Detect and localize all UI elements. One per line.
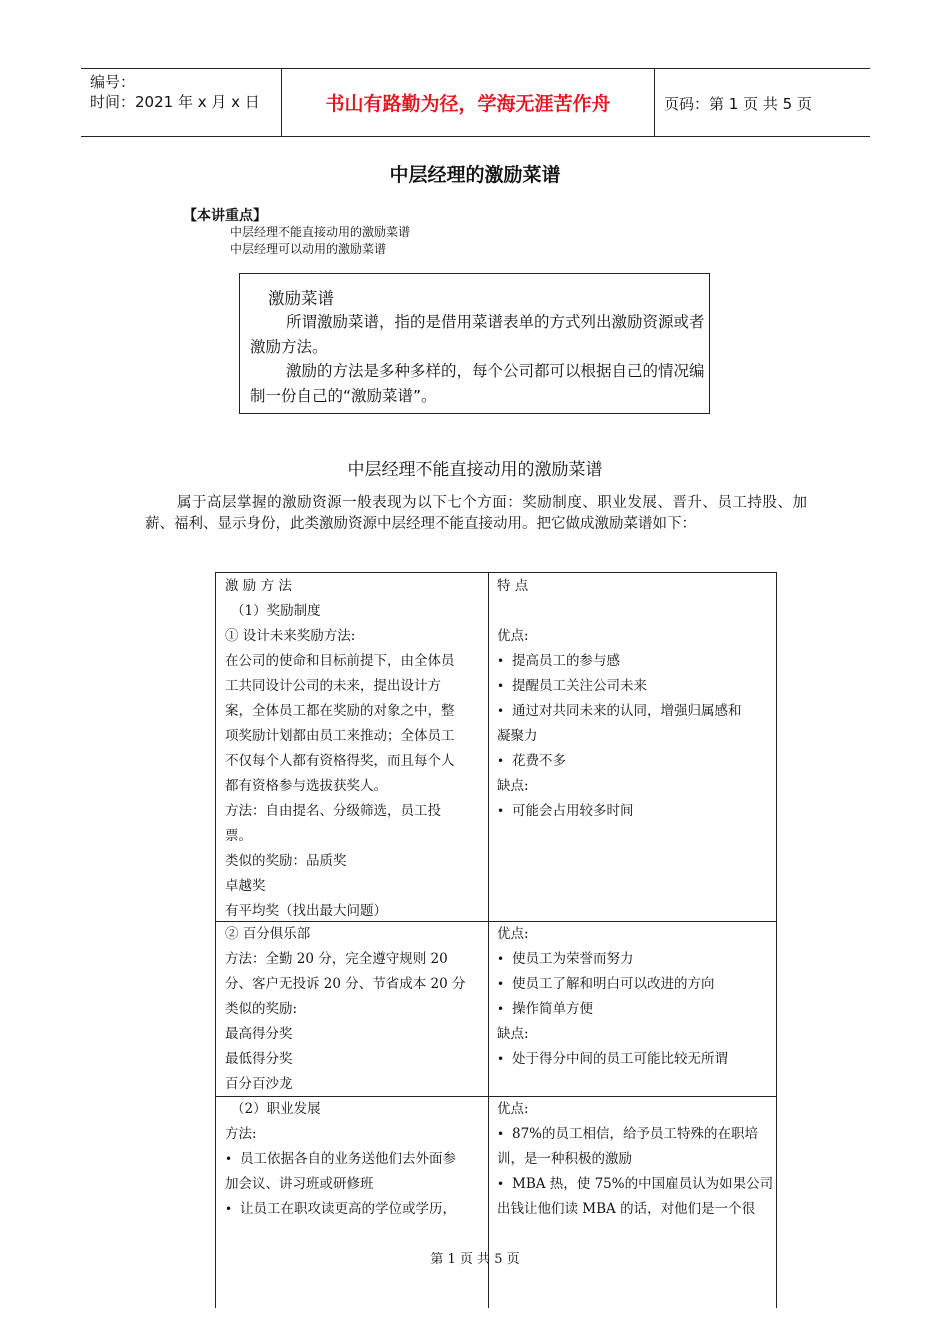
page-header (81, 68, 870, 137)
section-title: 中层经理不能直接动用的激励菜谱 (347, 460, 603, 480)
feature-text-line: 可能会占用较多时间 (512, 803, 634, 819)
motto: 书山有路勤为径，学海无涯苦作舟 (281, 69, 655, 136)
method-text-line: 方法：自由提名、分级筛选，员工投 (225, 803, 441, 819)
method-text-line: 让员工在职攻读更高的学位或学历， (240, 1201, 456, 1217)
method-text-line: ① 设计未来奖励方法: (225, 628, 356, 644)
method-text-line: 方法: (225, 1126, 257, 1142)
bullet-icon: • (497, 1002, 505, 1016)
method-text-line: 在公司的使命和目标前提下，由全体员 (225, 653, 455, 669)
method-text-line: 不仅每个人都有资格得奖，而且每个人 (225, 753, 455, 769)
definition-title: 激励菜谱 (268, 289, 334, 308)
feature-text-line: 提醒员工关注公司未来 (512, 678, 647, 694)
method-text-line: （1）奖励制度 (231, 603, 321, 619)
definition-paragraph: 所谓激励菜谱，指的是借用菜谱表单的方式列出激励资源或者激励方法。 (250, 313, 705, 356)
feature-text-line: 通过对共同未来的认同，增强归属感和 (512, 703, 742, 719)
bullet-icon: • (225, 1202, 233, 1216)
header-features: 特 点 (497, 578, 529, 594)
key-point-item: 中层经理不能直接动用的激励菜谱 (230, 225, 411, 239)
method-text-line: 类似的奖励：品质奖 (225, 853, 347, 869)
definition-paragraph: 激励的方法是多种多样的，每个公司都可以根据自己的情况编制一份自己的“激励菜谱”。 (250, 362, 705, 405)
feature-text-line: MBA 热，使 75%的中国雇员认为如果公司 (512, 1176, 774, 1192)
feature-text-line: 训，是一种积极的激励 (497, 1151, 632, 1167)
method-text-line: 有平均奖（找出最大问题） (225, 903, 387, 919)
feature-text-line: 优点: (497, 926, 529, 942)
number-label: 编号： (90, 73, 136, 91)
feature-text-line: 处于得分中间的员工可能比较无所谓 (512, 1051, 728, 1067)
method-text-line: 都有资格参与选拔获奖人。 (225, 778, 387, 794)
document-title: 中层经理的激励菜谱 (389, 164, 561, 186)
method-text-line: 案，全体员工都在奖励的对象之中，整 (225, 703, 455, 719)
bullet-icon: • (497, 754, 505, 768)
feature-text-line: 缺点: (497, 778, 529, 794)
feature-text-line: 使员工了解和明白可以改进的方向 (512, 976, 715, 992)
method-text-line: 百分百沙龙 (225, 1076, 293, 1092)
bullet-icon: • (225, 1152, 233, 1166)
method-text-line: 项奖励计划都由员工来推动；全体员工 (225, 728, 455, 744)
method-text-line: 票。 (225, 828, 252, 844)
feature-text-line: 操作简单方便 (512, 1001, 593, 1017)
method-text-line: 分、客户无投诉 20 分、节省成本 20 分 (225, 976, 466, 992)
feature-text-line: 优点: (497, 1101, 529, 1117)
intro-paragraph: 属于高层掌握的激励资源一般表现为以下七个方面：奖励制度、职业发展、晋升、员工持股、加薪、福利、显示身份，此类激励资源中层经理不能直接动用。把它做成激励菜谱如下： (145, 495, 807, 532)
page-info: 页码：第 1 页 共 5 页 (664, 95, 812, 113)
method-text-line: 方法：全勤 20 分，完全遵守规则 20 (225, 951, 448, 967)
bullet-icon: • (497, 1127, 505, 1141)
bullet-icon: • (497, 977, 505, 991)
method-text-line: （2）职业发展 (231, 1101, 321, 1117)
method-text-line: 员工依据各自的业务送他们去外面参 (240, 1151, 456, 1167)
bullet-icon: • (497, 654, 505, 668)
key-point-item: 中层经理可以动用的激励菜谱 (230, 242, 387, 256)
bullet-icon: • (497, 1177, 505, 1191)
feature-text-line: 优点: (497, 628, 529, 644)
bullet-icon: • (497, 679, 505, 693)
bullet-icon: • (497, 952, 505, 966)
method-text-line: 最高得分奖 (225, 1026, 293, 1042)
method-text-line: 加会议、讲习班或研修班 (225, 1176, 374, 1192)
date-line: 时间：2021 年 x 月 x 日 (90, 93, 260, 111)
feature-text-line: 出钱让他们读 MBA 的话，对他们是一个很 (497, 1201, 756, 1217)
header-method: 激 励 方 法 (225, 578, 292, 594)
column-divider (488, 573, 489, 1308)
bullet-icon: • (497, 1052, 505, 1066)
incentive-table (215, 572, 777, 1308)
feature-text-line: 缺点: (497, 1026, 529, 1042)
feature-text-line: 花费不多 (512, 753, 566, 769)
method-text-line: ② 百分俱乐部 (225, 926, 311, 942)
feature-text-line: 凝聚力 (497, 728, 538, 744)
method-text-line: 工共同设计公司的未来，提出设计方 (225, 678, 441, 694)
key-points-heading: 【本讲重点】 (183, 208, 267, 224)
method-text-line: 最低得分奖 (225, 1051, 293, 1067)
feature-text-line: 87%的员工相信，给予员工特殊的在职培 (512, 1126, 759, 1142)
bullet-icon: • (497, 704, 505, 718)
bullet-icon: • (497, 804, 505, 818)
method-text-line: 卓越奖 (225, 878, 266, 894)
page-footer: 第 1 页 共 5 页 (430, 1252, 520, 1267)
definition-box (239, 273, 710, 414)
header-meta (81, 69, 281, 136)
feature-text-line: 使员工为荣誉而努力 (512, 951, 634, 967)
feature-text-line: 提高员工的参与感 (512, 653, 620, 669)
method-text-line: 类似的奖励: (225, 1001, 298, 1017)
